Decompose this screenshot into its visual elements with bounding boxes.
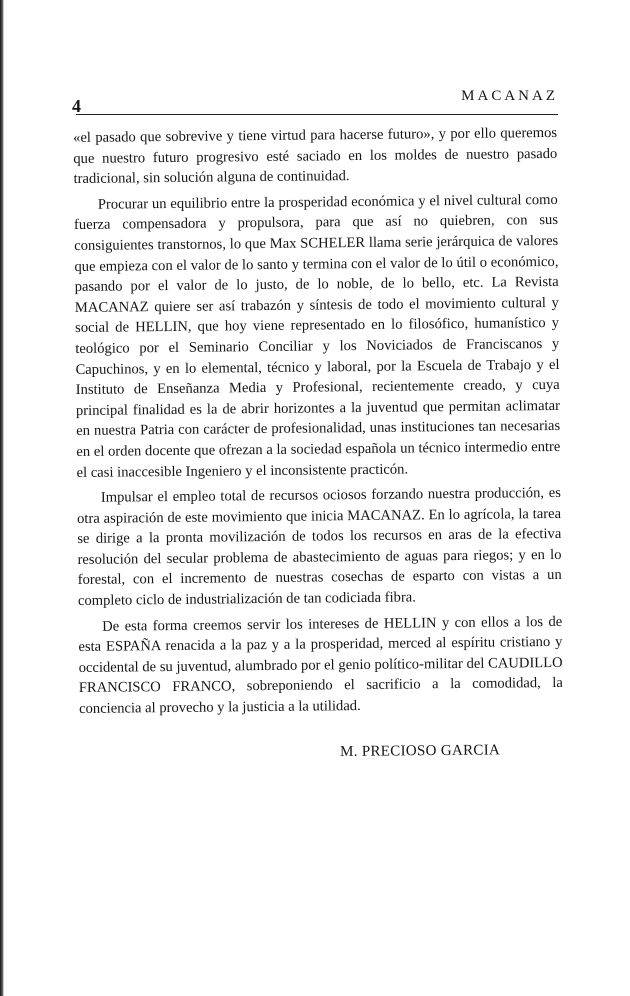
- running-title: MACANAZ: [461, 88, 558, 104]
- article-body: [73, 123, 563, 725]
- page-number: 4: [72, 96, 81, 116]
- header-rule: [76, 114, 558, 115]
- author-signature: M. PRECIOSO GARCIA: [340, 742, 501, 760]
- paragraph-1: «el pasado que sobrevive y tiene virtud para hacerse futuro», y por ello queremos que nuestro futuro progresivo esté saciado en los moldes de nuestro pasado tradicional, sin solución alguna de continuidad.: [73, 124, 558, 188]
- paragraph-2: Procurar un equilibrio entre la prosperidad económica y el nivel cultural como fuerza compensadora y propulsora, para que así no quiebren, con sus consiguientes transtornos, lo que Max SCHELER llama serie jerárquica de valores que empieza con el valor de lo santo y termina con el valor de lo útil o económico, pasando por el valor de lo justo, de lo noble, de lo bello, etc. La Revista MACANAZ quiere ser así trabazón y síntesis de todo el movimiento cultural y social de HELLIN, que hoy viene representado en lo filosófico, humanístico y teológico por el Seminario Conciliar y los Noviciados de Franciscanos y Capuchinos, y en lo elemental, técnico y laboral, por la Escuela de Trabajo y el Instituto de Enseñanza Media y Profesional, recientemente creado, y cuya principal finalidad es la de abrir horizontes a la juventud que permitan aclimatar en nuestra Patria con carácter de profesionalidad, unas instituciones tan necesarias en el orden docente que ofrezan a la sociedad española un técnico intermedio entre el casi inaccesible Ingeniero y el inconsistente practicón.: [73, 191, 561, 481]
- page-edge-shadow: [0, 0, 4, 996]
- page-header: [72, 88, 558, 116]
- paragraph-4: De esta forma creemos servir los intereses de HELLIN y con ellos a los de esta ESPAÑA renacida a la paz y a la prosperidad, merced al espíritu cristiano y occidental de su juventud, alumbrado por el genio político-militar del CAUDILLO FRANCISCO FRANCO, sobreponiendo el sacrificio a la comodidad, la conciencia al provecho y la justicia a la utilidad.: [78, 613, 563, 717]
- paragraph-3: Impulsar el empleo total de recursos ociosos forzando nuestra producción, es otra aspiración de este movimiento que inicia MACANAZ. En lo agrícola, la tarea se dirige a la pronta movilización de todos los recursos en aras de la efectiva resolución del secular problema de abastecimiento de aguas para riegos; y en lo forestal, con el incremento de nuestras cosechas de esparto con vistas a un completo ciclo de industrialización de tan codiciada fibra.: [77, 485, 562, 610]
